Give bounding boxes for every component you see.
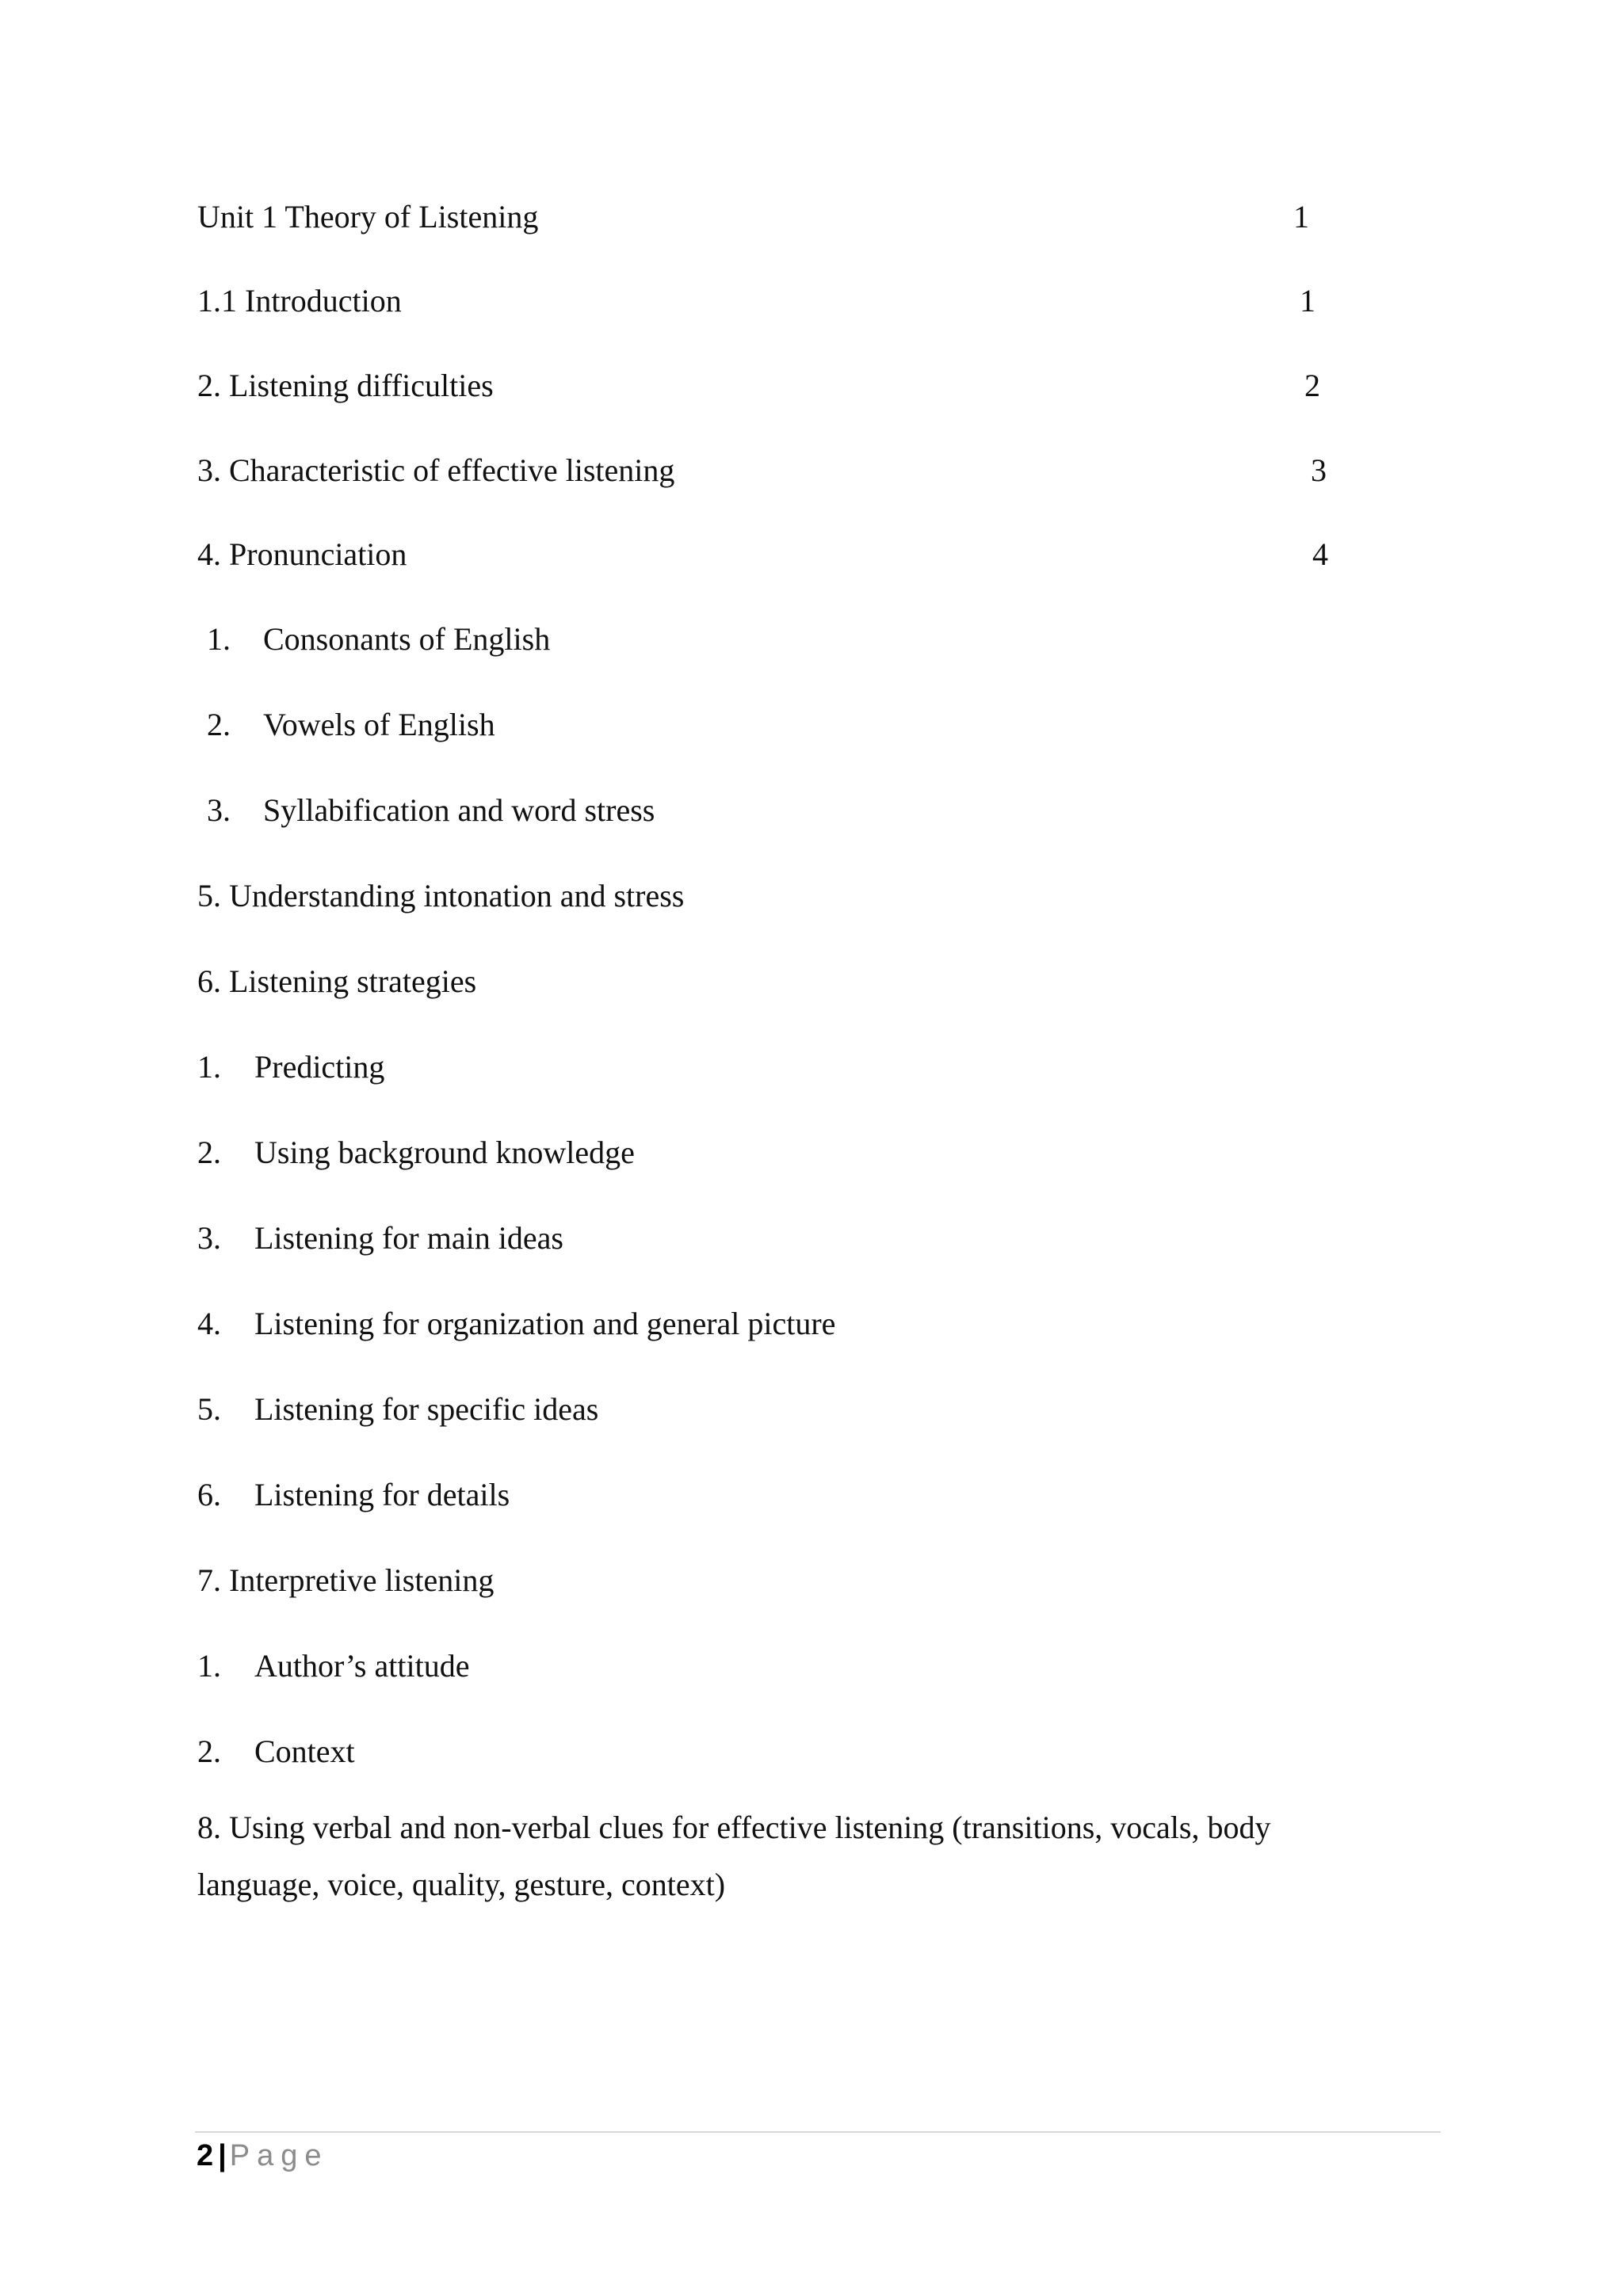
list-item-details: Listening for details <box>254 1477 510 1512</box>
toc-entry-section-6: 6. Listening strategies <box>197 963 477 999</box>
list-item-vowels: Vowels of English <box>263 707 495 742</box>
list-item-number: 1. <box>197 1049 221 1085</box>
footer-separator: | <box>218 2139 227 2172</box>
footer-divider <box>195 2131 1441 2133</box>
toc-page-number: 2 <box>1304 368 1320 403</box>
list-item-number: 6. <box>197 1477 221 1512</box>
list-item-number: 2. <box>197 1733 221 1769</box>
toc-page-number: 3 <box>1311 452 1327 488</box>
list-item-number: 5. <box>197 1391 221 1427</box>
list-item-main-ideas: Listening for main ideas <box>254 1220 563 1256</box>
list-item-syllabification: Syllabification and word stress <box>263 792 655 828</box>
toc-entry-listening-difficulties: 2. Listening difficulties <box>197 368 494 403</box>
list-item-number: 1. <box>197 1648 221 1684</box>
list-item-predicting: Predicting <box>254 1049 385 1085</box>
toc-page-number: 1 <box>1300 283 1316 318</box>
list-item-specific-ideas: Listening for specific ideas <box>254 1391 599 1427</box>
list-item-number: 2. <box>207 707 231 742</box>
list-item-background-knowledge: Using background knowledge <box>254 1135 635 1170</box>
toc-entry-pronunciation: 4. Pronunciation <box>197 536 407 572</box>
list-item-number: 3. <box>197 1220 221 1256</box>
toc-entry-characteristic: 3. Characteristic of effective listening <box>197 452 675 488</box>
toc-entry-section-5: 5. Understanding intonation and stress <box>197 878 685 913</box>
page-footer <box>197 2137 329 2175</box>
list-item-consonants: Consonants of English <box>263 621 551 657</box>
list-item-number: 3. <box>207 792 231 828</box>
list-item-number: 1. <box>207 621 231 657</box>
list-item-context: Context <box>254 1733 355 1769</box>
footer-page-number: 2 <box>197 2139 214 2172</box>
toc-entry-unit-1: Unit 1 Theory of Listening <box>197 199 539 235</box>
toc-entry-introduction: 1.1 Introduction <box>197 283 402 318</box>
toc-entry-section-7: 7. Interpretive listening <box>197 1562 495 1598</box>
toc-page-number: 1 <box>1293 199 1309 235</box>
toc-page-number: 4 <box>1312 536 1328 572</box>
list-item-authors-attitude: Author’s attitude <box>254 1648 470 1684</box>
footer-page-label: Page <box>229 2139 329 2172</box>
list-item-organization: Listening for organization and general picture <box>254 1306 836 1341</box>
toc-entry-section-8: 8. Using verbal and non-verbal clues for effective listening (transitions, vocals, body language, voice, quality, gesture, context) <box>197 1810 1271 1902</box>
list-item-number: 4. <box>197 1306 221 1341</box>
list-item-number: 2. <box>197 1135 221 1170</box>
